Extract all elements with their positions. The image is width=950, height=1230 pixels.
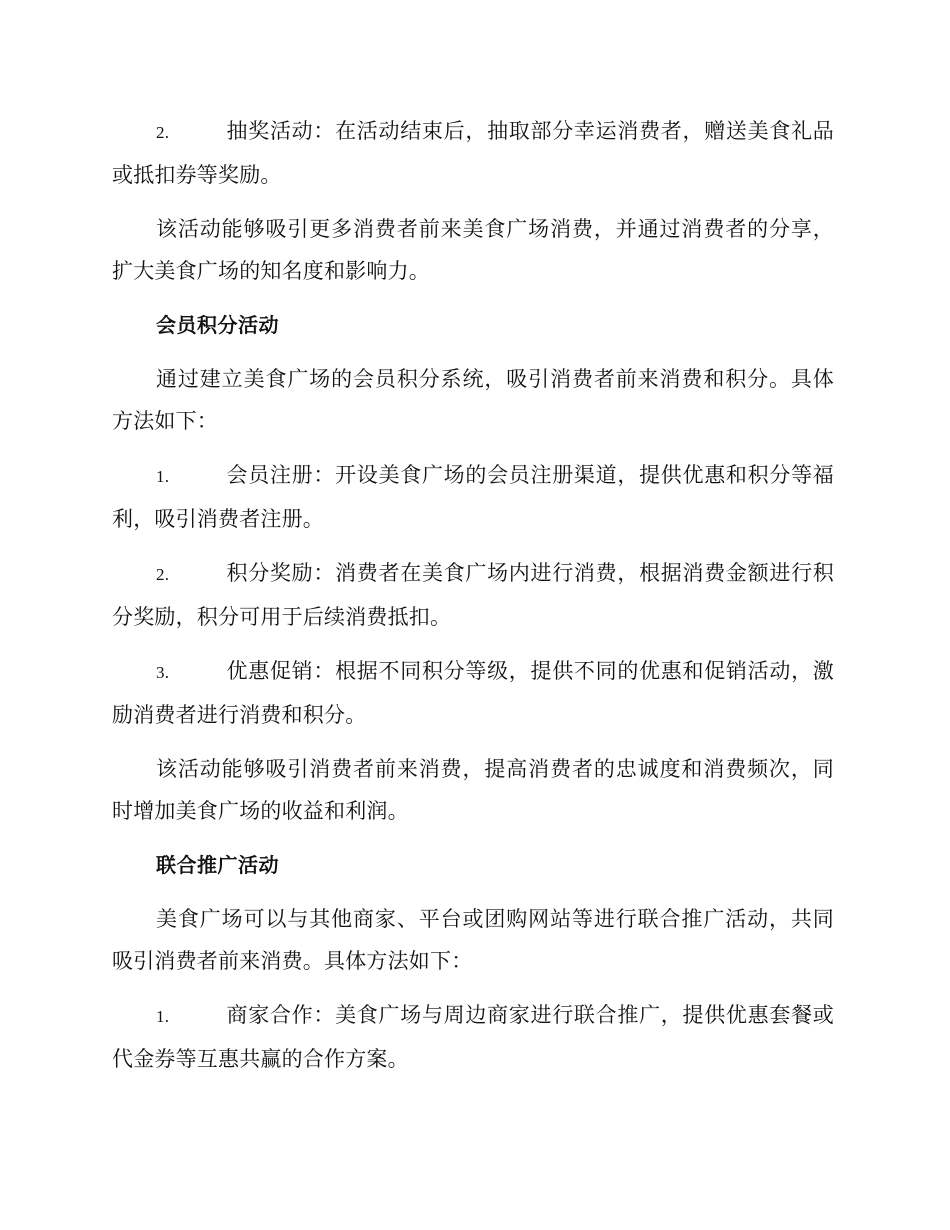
paragraph: 该活动能够吸引更多消费者前来美食广场消费，并通过消费者的分享，扩大美食广场的知名度和影响力。 — [112, 217, 834, 283]
document-body — [112, 110, 834, 1092]
section-heading-member-points: 会员积分活动 — [156, 313, 279, 337]
list-item-points-reward — [112, 552, 834, 638]
paragraph: 通过建立美食广场的会员积分系统，吸引消费者前来消费和积分。具体方法如下： — [112, 367, 834, 433]
paragraph: 美食广场可以与其他商家、平台或团购网站等进行联合推广活动，共同吸引消费者前来消费。具体方法如下： — [112, 907, 834, 973]
list-number: 1. — [156, 467, 170, 486]
list-item-merchant-cooperation — [112, 994, 834, 1080]
paragraph: 该活动能够吸引消费者前来消费，提高消费者的忠诚度和消费频次，同时增加美食广场的收益和利润。 — [112, 757, 834, 823]
list-text: 优惠促销：根据不同积分等级，提供不同的优惠和促销活动，激励消费者进行消费和积分。 — [112, 659, 834, 727]
list-text: 积分奖励：消费者在美食广场内进行消费，根据消费金额进行积分奖励，积分可用于后续消费抵扣。 — [112, 561, 834, 629]
list-item-member-registration — [112, 454, 834, 540]
section-heading-joint-promotion: 联合推广活动 — [156, 853, 279, 877]
list-item-promotion — [112, 650, 834, 736]
list-item-lottery — [112, 110, 834, 196]
list-text: 抽奖活动：在活动结束后，抽取部分幸运消费者，赠送美食礼品或抵扣券等奖励。 — [112, 119, 834, 187]
list-number: 2. — [156, 123, 170, 142]
list-number: 2. — [156, 565, 170, 584]
list-text: 会员注册：开设美食广场的会员注册渠道，提供优惠和积分等福利，吸引消费者注册。 — [112, 463, 834, 531]
list-text: 商家合作：美食广场与周边商家进行联合推广，提供优惠套餐或代金券等互惠共赢的合作方案。 — [112, 1003, 834, 1071]
list-number: 1. — [156, 1007, 170, 1026]
list-number: 3. — [156, 663, 170, 682]
